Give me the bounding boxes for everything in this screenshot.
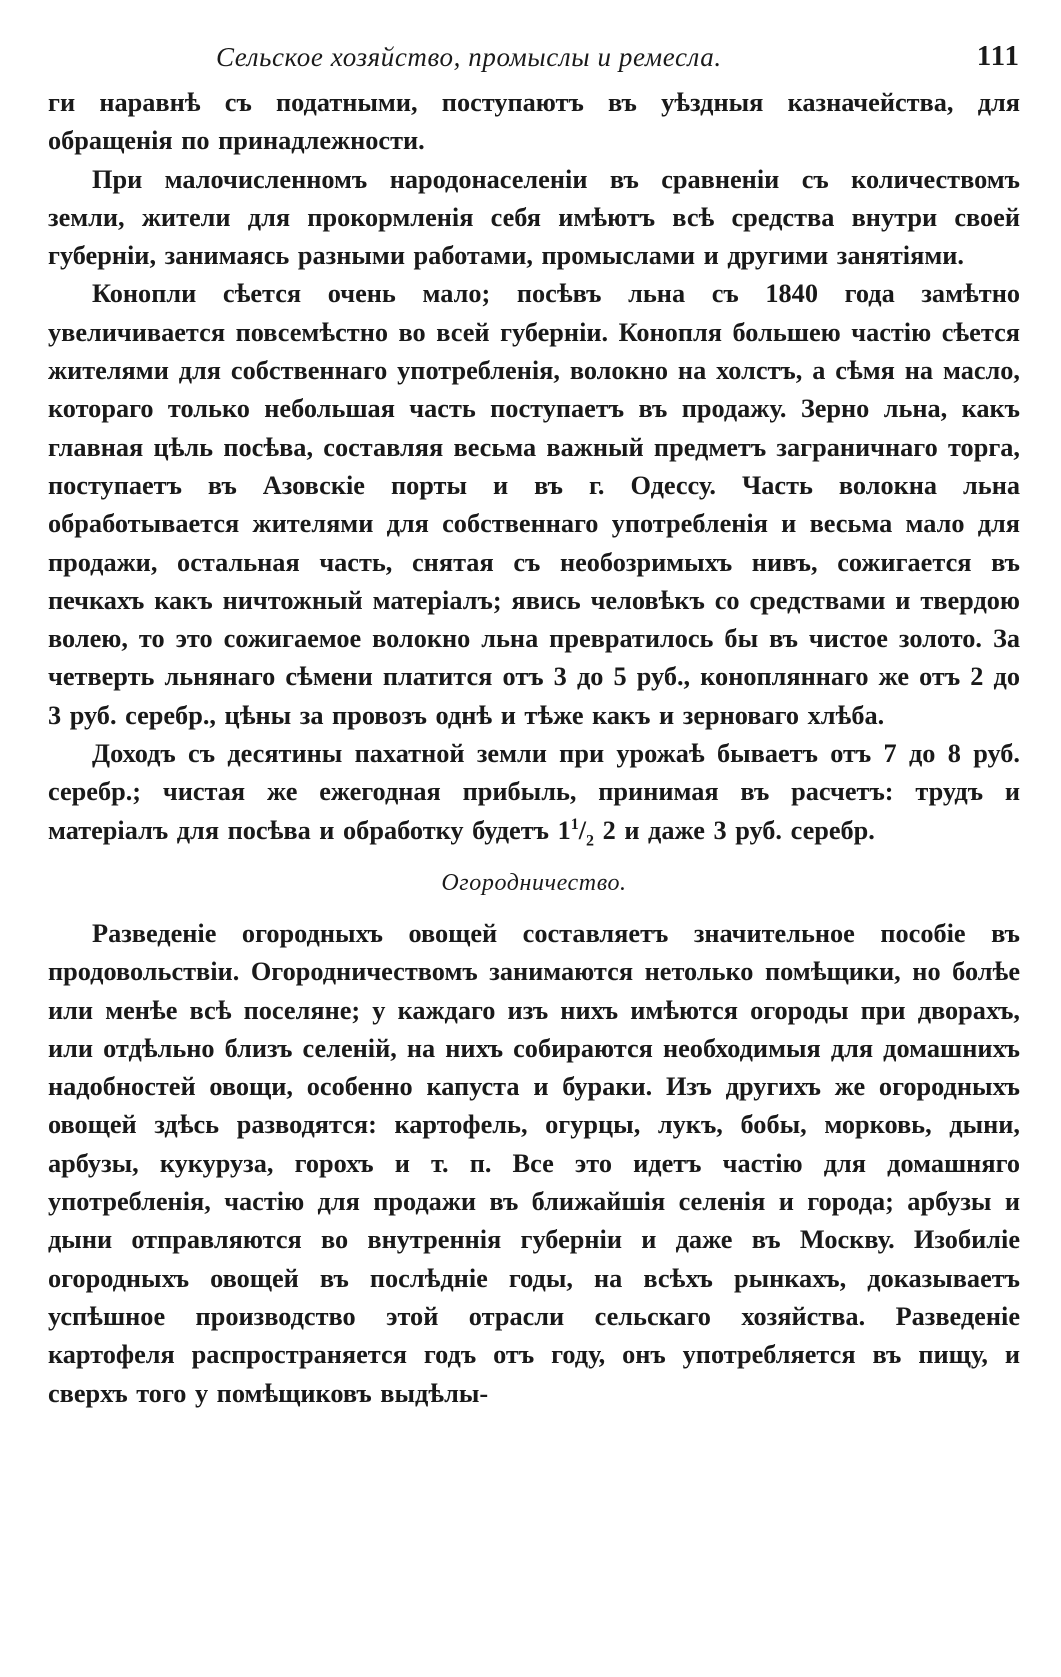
paragraph-gardening: Разведеніе огородныхъ овощей составляетъ значительное пособіе въ продовольствіи. Огородничествомъ занимаются нетолько помѣщики, но болѣе или менѣе всѣ поселяне; у каждаго изъ нихъ имѣются огороды при дворахъ, или отдѣльно близъ селеній, на нихъ собираются необходимыя для домашнихъ надобностей овощи, особенно капуста и бураки. Изъ другихъ же огородныхъ овощей здѣсь разводятся: картофель, огурцы, лукъ, бобы, морковь, дыни, арбузы, кукуруза, горохъ и т. п. Все это идетъ частію для домашняго употребленія, частію для продажи въ ближайшія селенія и города; арбузы и дыни отправляются во внутреннія губерніи и даже въ Москву. Изобиліе огородныхъ овощей въ послѣдніе годы, на всѣхъ рынкахъ, доказываетъ успѣшное производство этой отрасли сельскаго хозяйства. Разведеніе картофеля распространяется годъ отъ году, онъ употребляется въ пищу, и сверхъ того у помѣщиковъ выдѣлы- — [48, 918, 1020, 1408]
income-text-end: 2 и даже 3 руб. серебр. — [594, 815, 875, 845]
fraction-numerator: 1 — [570, 815, 579, 833]
paragraph-continuation: ги наравнѣ съ податными, поступаютъ въ уѣздныя казначейства, для обращенія по принадлежности. — [48, 88, 1020, 156]
running-title: Сельское хозяйство, промыслы и ремесла. — [216, 42, 722, 72]
section-heading: Огородничество. — [441, 869, 627, 896]
paragraph-population: При малочисленномъ народонаселеніи въ сравненіи съ количествомъ земли, жители для прокормленія себя имѣютъ всѣ средства внутри своей губерніи, занимаясь разными работами, промыслами и другими занятіями. — [48, 164, 1020, 271]
fraction-one-and-half: $1^1/_2$ — [557, 815, 595, 849]
fraction-whole: 1 — [557, 815, 571, 845]
book-page — [48, 38, 1020, 1413]
page-number: 111 — [976, 40, 1020, 72]
paragraph-income — [48, 735, 1020, 850]
running-head — [48, 38, 1020, 84]
paragraph-flax-hemp: Конопли сѣется очень мало; посѣвъ льна съ 1840 года замѣтно увеличивается повсемѣстно во всей губерніи. Конопля большею частію сѣется жителями для собственнаго употребленія, волокно на холстъ, а сѣмя на масло, котораго только небольшая часть поступаетъ въ продажу. Зерно льна, какъ главная цѣль посѣва, составляя весьма важный предметъ заграничнаго торга, поступаетъ въ Азовскіе порты и въ г. Одессу. Часть волокна льна обработывается жителями для собственнаго употребленія и весьма мало для продажи, остальная часть, снятая съ необозримыхъ нивъ, сожигается въ печкахъ какъ ничтожный матеріалъ; явись человѣкъ со средствами и твердою волею, то это сожигаемое волокно льна превратилось бы въ чистое золото. За четверть льнянаго сѣмени платится отъ 3 до 5 руб., конопляннаго же отъ 2 до 3 руб. серебр., цѣны за провозъ однѣ и тѣже какъ и зерноваго хлѣба. — [48, 279, 1020, 730]
income-text-start: Доходъ съ десятины пахатной земли при урожаѣ бываетъ отъ 7 до 8 руб. серебр.; чистая же ежегодная прибыль, принимая въ расчетъ: трудъ и матеріалъ для посѣва и обработку будетъ — [48, 739, 1020, 845]
fraction-denominator: 2 — [586, 831, 595, 849]
